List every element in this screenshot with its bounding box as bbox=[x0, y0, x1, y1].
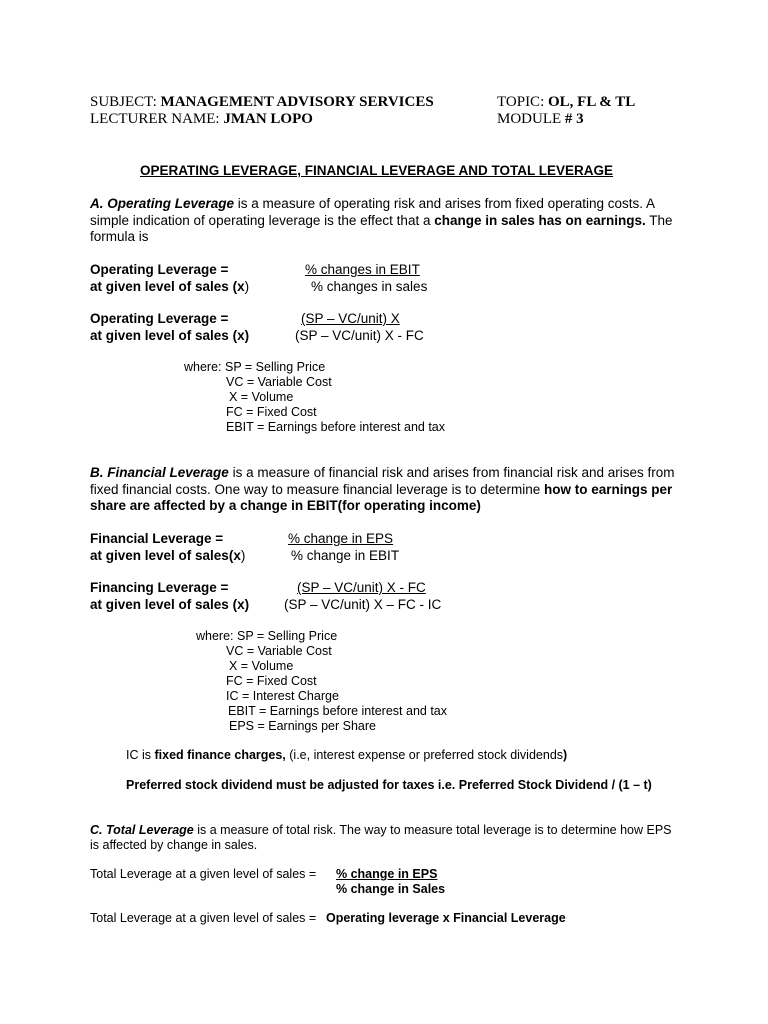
section-b-bold1: how to earnings per share are affected by a change in EBIT(for operating income) bbox=[90, 481, 673, 513]
section-b-where-5: EBIT = Earnings before interest and tax bbox=[228, 704, 447, 718]
subject-value: MANAGEMENT ADVISORY SERVICES bbox=[160, 94, 434, 110]
section-a-text2: The formula is bbox=[90, 212, 673, 244]
section-a-formula2-label2: at given level of sales (x) bbox=[90, 328, 250, 343]
section-a-heading: A. Operating Leverage bbox=[90, 196, 235, 211]
topic-value: OL, FL & TL bbox=[547, 94, 636, 110]
ic-note: IC is fixed finance charges, (i.e, interest expense or preferred stock dividends) bbox=[126, 748, 568, 762]
page-title: OPERATING LEVERAGE, FINANCIAL LEVERAGE AND TOTAL LEVERAGE bbox=[140, 163, 614, 178]
section-c-heading: C. Total Leverage bbox=[90, 823, 194, 837]
section-a-bold1: change in sales has on earnings. bbox=[434, 212, 646, 228]
lecturer-line bbox=[90, 111, 313, 128]
section-a-paragraph bbox=[90, 196, 680, 246]
section-c-text1: is a measure of total risk. The way to measure total leverage is to determine how EPS is affected by change in sales. bbox=[90, 823, 672, 852]
section-b-paragraph bbox=[90, 465, 680, 515]
section-c-formula2-label: Total Leverage at a given level of sales = bbox=[90, 911, 317, 925]
section-a-formula2-label1: Operating Leverage = bbox=[90, 311, 229, 326]
module-value: # 3 bbox=[564, 111, 584, 127]
section-a-formula1-label2: at given level of sales (x) bbox=[90, 279, 250, 294]
topic-label: TOPIC: bbox=[497, 94, 548, 110]
section-a-where-0: where: SP = Selling Price bbox=[184, 360, 326, 374]
section-c-formula1-denominator: % change in Sales bbox=[336, 882, 446, 896]
section-b-formula2-denominator: (SP – VC/unit) X – FC - IC bbox=[284, 597, 442, 612]
section-b-heading: B. Financial Leverage bbox=[90, 465, 229, 480]
section-b-formula1-denominator: % change in EBIT bbox=[291, 548, 400, 563]
section-b-where-6: EPS = Earnings per Share bbox=[229, 719, 376, 733]
section-b-formula2-numerator: (SP – VC/unit) X - FC bbox=[297, 580, 426, 595]
lecturer-label: LECTURER NAME: bbox=[90, 111, 224, 127]
section-a-where-4: EBIT = Earnings before interest and tax bbox=[226, 420, 445, 434]
module-label: MODULE bbox=[497, 111, 565, 127]
section-a-formula2-denominator: (SP – VC/unit) X - FC bbox=[295, 328, 424, 343]
section-a-where-1: VC = Variable Cost bbox=[226, 375, 332, 389]
section-b-where-2: X = Volume bbox=[229, 659, 294, 673]
subject-label: SUBJECT: bbox=[90, 94, 161, 110]
section-a-formula2-numerator: (SP – VC/unit) X bbox=[301, 311, 400, 326]
section-a-where-3: FC = Fixed Cost bbox=[226, 405, 317, 419]
subject-line bbox=[90, 94, 434, 111]
section-a-formula1-denominator: % changes in sales bbox=[311, 279, 428, 294]
section-b-formula2-label2: at given level of sales (x) bbox=[90, 597, 250, 612]
section-b-text1: is a measure of financial risk and arises from financial risk and arises from fixed financial costs. One way to measure financial leverage is to determine bbox=[90, 465, 675, 497]
section-a-formula1-numerator: % changes in EBIT bbox=[305, 262, 420, 277]
section-b-formula1-label1: Financial Leverage = bbox=[90, 531, 224, 546]
module-line bbox=[497, 111, 584, 128]
preferred-stock-note: Preferred stock dividend must be adjusted for taxes i.e. Preferred Stock Dividend / (1 – t) bbox=[126, 778, 652, 792]
section-c-formula1-numerator: % change in EPS bbox=[336, 867, 438, 881]
topic-line bbox=[497, 94, 635, 111]
section-b-formula1-label2: at given level of sales(x) bbox=[90, 548, 246, 563]
section-c-paragraph bbox=[90, 823, 680, 853]
section-b-where-1: VC = Variable Cost bbox=[226, 644, 332, 658]
section-b-where-3: FC = Fixed Cost bbox=[226, 674, 317, 688]
section-b-formula1-numerator: % change in EPS bbox=[288, 531, 394, 546]
section-b-formula2-label1: Financing Leverage = bbox=[90, 580, 229, 595]
section-a-where-2: X = Volume bbox=[229, 390, 294, 404]
section-c-formula2-value: Operating leverage x Financial Leverage bbox=[326, 911, 566, 925]
section-b-where-0: where: SP = Selling Price bbox=[196, 629, 338, 643]
section-b-where-4: IC = Interest Charge bbox=[226, 689, 339, 703]
section-a-formula1-label1: Operating Leverage = bbox=[90, 262, 229, 277]
section-a-text1: is a measure of operating risk and arises from fixed operating costs. A simple indication of operating leverage is the effect that a bbox=[90, 196, 655, 228]
section-c-formula1-label: Total Leverage at a given level of sales = bbox=[90, 867, 317, 881]
lecturer-value: JMAN LOPO bbox=[223, 111, 313, 127]
